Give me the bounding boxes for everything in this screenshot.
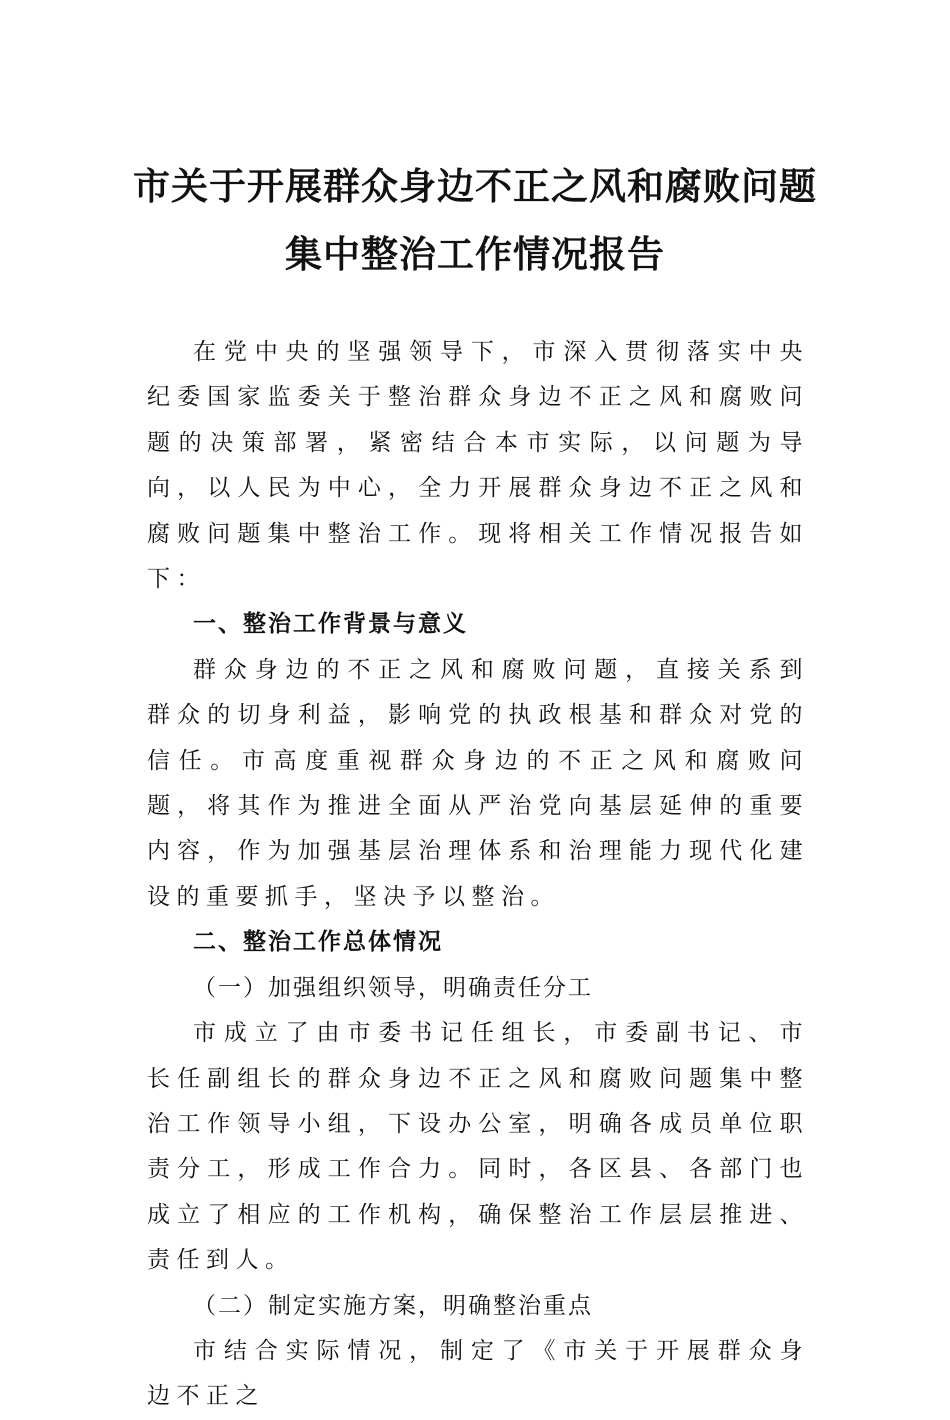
document-body — [147, 330, 809, 1420]
subsection-1-heading: （一）加强组织领导，明确责任分工 — [193, 974, 593, 1001]
document-title-line-2: 集中整治工作情况报告 — [285, 232, 665, 276]
intro-paragraph: 在党中央的坚强领导下，市深入贯彻落实中央纪委国家监委关于整治群众身边不正之风和腐败问题的决策部署，紧密结合本市实际，以问题为导向，以人民为中心，全力开展群众身边不正之风和腐败问题集中整治工作。现将相关工作情况报告如下： — [147, 339, 809, 593]
subsection-2-paragraph: 市结合实际情况，制定了《市关于开展群众身边不正之 — [147, 1337, 809, 1410]
subsection-1-paragraph: 市成立了由市委书记任组长，市委副书记、市长任副组长的群众身边不正之风和腐败问题集中整治工作领导小组，下设办公室，明确各成员单位职责分工，形成工作合力。同时，各区县、各部门也成立了相应的工作机构，确保整治工作层层推进、责任到人。 — [147, 1020, 809, 1274]
section-2-heading: 二、整治工作总体情况 — [193, 929, 443, 956]
section-1-heading: 一、整治工作背景与意义 — [193, 611, 468, 638]
document-title-line-1: 市关于开展群众身边不正之风和腐败问题 — [133, 164, 817, 208]
subsection-2-heading: （二）制定实施方案，明确整治重点 — [193, 1292, 593, 1319]
section-1-paragraph: 群众身边的不正之风和腐败问题，直接关系到群众的切身利益，影响党的执政根基和群众对党的信任。市高度重视群众身边的不正之风和腐败问题，将其作为推进全面从严治党向基层延伸的重要内容，作为加强基层治理体系和治理能力现代化建设的重要抓手，坚决予以整治。 — [147, 656, 809, 910]
